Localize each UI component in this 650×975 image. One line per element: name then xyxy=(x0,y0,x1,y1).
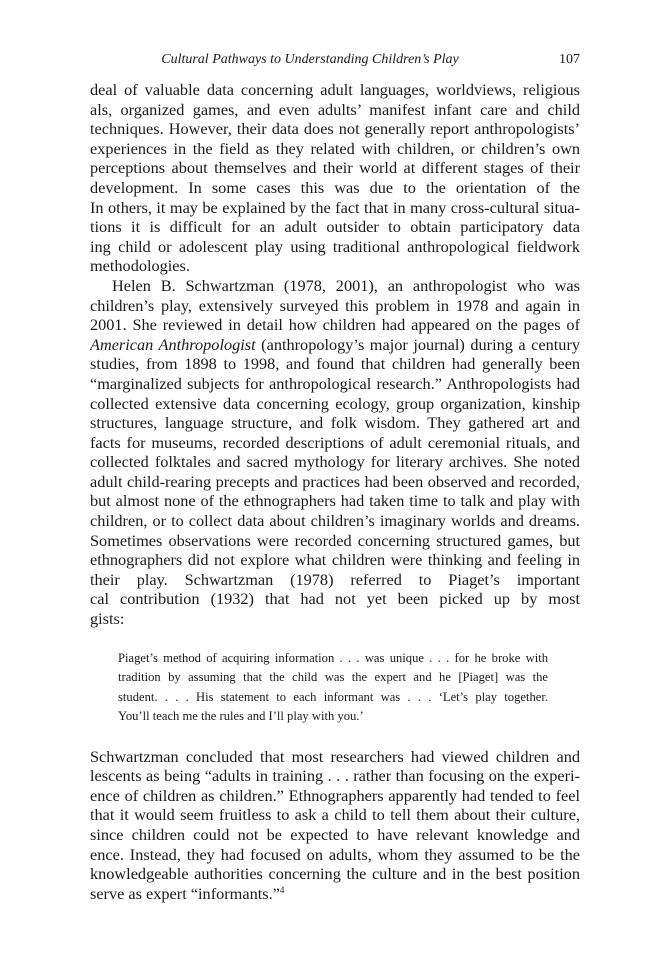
text-line: als, organized games, and even adults’ manifest infant care and child xyxy=(90,99,580,119)
text-line: lescents as being “adults in training . . . rather than focusing on the experi- xyxy=(90,766,580,786)
journal-title: American Anthropologist xyxy=(90,334,256,354)
text-line: children’s play, extensively surveyed this problem in 1978 and again in xyxy=(90,295,580,315)
text-line: structures, language structure, and folk wisdom. They gathered art and xyxy=(90,413,580,433)
text-line xyxy=(90,335,580,355)
text-line: knowledgeable authorities concerning the culture and in the best position xyxy=(90,864,580,884)
text-line: collected folktales and sacred mythology for literary archives. She noted xyxy=(90,452,580,472)
quote-line: tradition by assuming that the child was the expert and he [Piaget] was the xyxy=(118,670,548,685)
text-line: techniques. However, their data does not generally report anthropologists’ xyxy=(90,119,580,139)
text-line: Sometimes observations were recorded concerning structured games, but xyxy=(90,530,580,550)
text-line xyxy=(90,884,580,904)
text-line: cal contribution (1932) that had not yet been picked up by most xyxy=(90,589,580,609)
text-line: studies, from 1898 to 1998, and found that children had generally been xyxy=(90,354,580,374)
text-line: perceptions about themselves and their world at different stages of their xyxy=(90,158,580,178)
text-run: (anthropology’s major journal) during a century xyxy=(261,334,580,354)
body-text xyxy=(90,80,580,903)
text-line: Schwartzman concluded that most researchers had viewed children and xyxy=(90,746,580,766)
paragraph-3 xyxy=(90,747,580,904)
text-line: experiences in the field as they related with children, or children’s own xyxy=(90,138,580,158)
text-run: serve as expert “informants.” xyxy=(90,883,280,903)
text-line: In others, it may be explained by the fact that in many cross-cultural situa- xyxy=(90,197,580,217)
text-line: Helen B. Schwartzman (1978, 2001), an anthropologist who was xyxy=(112,275,580,295)
text-line: development. In some cases this was due to the orientation of the xyxy=(90,177,580,197)
text-line: tions it is difficult for an adult outsider to obtain participatory data xyxy=(90,217,580,237)
text-line: 2001. She reviewed in detail how children had appeared on the pages of xyxy=(90,315,580,335)
text-line: deal of valuable data concerning adult languages, worldviews, religious xyxy=(90,80,580,99)
quote-line: student. . . . His statement to each informant was . . . ‘Let’s play together. xyxy=(118,689,548,704)
text-line: gists: xyxy=(90,609,125,629)
text-line: but almost none of the ethnographers had taken time to talk and play with xyxy=(90,491,580,511)
text-line: children, or to collect data about children’s imaginary worlds and dreams. xyxy=(90,511,580,531)
block-quote xyxy=(118,649,548,727)
quote-line: Piaget’s method of acquiring information . . . was unique . . . for he broke with xyxy=(118,650,548,665)
text-line: ethnographers did not explore what children were thinking and feeling in xyxy=(90,550,580,570)
text-line: adult child-rearing precepts and practices had been observed and recorded, xyxy=(90,471,580,491)
text-line: facts for museums, recorded descriptions of adult ceremonial rituals, and xyxy=(90,432,580,452)
text-line: their play. Schwartzman (1978) referred to Piaget’s important xyxy=(90,569,580,589)
footnote-marker[interactable]: 4 xyxy=(279,884,285,895)
text-line: ence of children as children.” Ethnographers apparently had tended to feel xyxy=(90,785,580,805)
quote-line: You’ll teach me the rules and I’ll play with you.’ xyxy=(118,709,364,724)
paragraph-2 xyxy=(90,276,580,629)
running-head xyxy=(90,52,580,72)
text-line: ence. Instead, they had focused on adults, whom they assumed to be the xyxy=(90,844,580,864)
page-number: 107 xyxy=(559,52,580,67)
text-line: collected extensive data concerning ecology, group organization, kinship xyxy=(90,393,580,413)
text-line: methodologies. xyxy=(90,256,190,276)
text-line: since children could not be expected to have relevant knowledge and xyxy=(90,825,580,844)
running-title: Cultural Pathways to Understanding Children’s Play xyxy=(161,52,459,67)
text-line: ing child or adolescent play using traditional anthropological fieldwork xyxy=(90,236,580,256)
paragraph-1 xyxy=(90,80,580,276)
text-line: that it would seem fruitless to ask a child to tell them about their culture, xyxy=(90,805,580,825)
text-line: “marginalized subjects for anthropological research.” Anthropologists had xyxy=(90,373,580,393)
